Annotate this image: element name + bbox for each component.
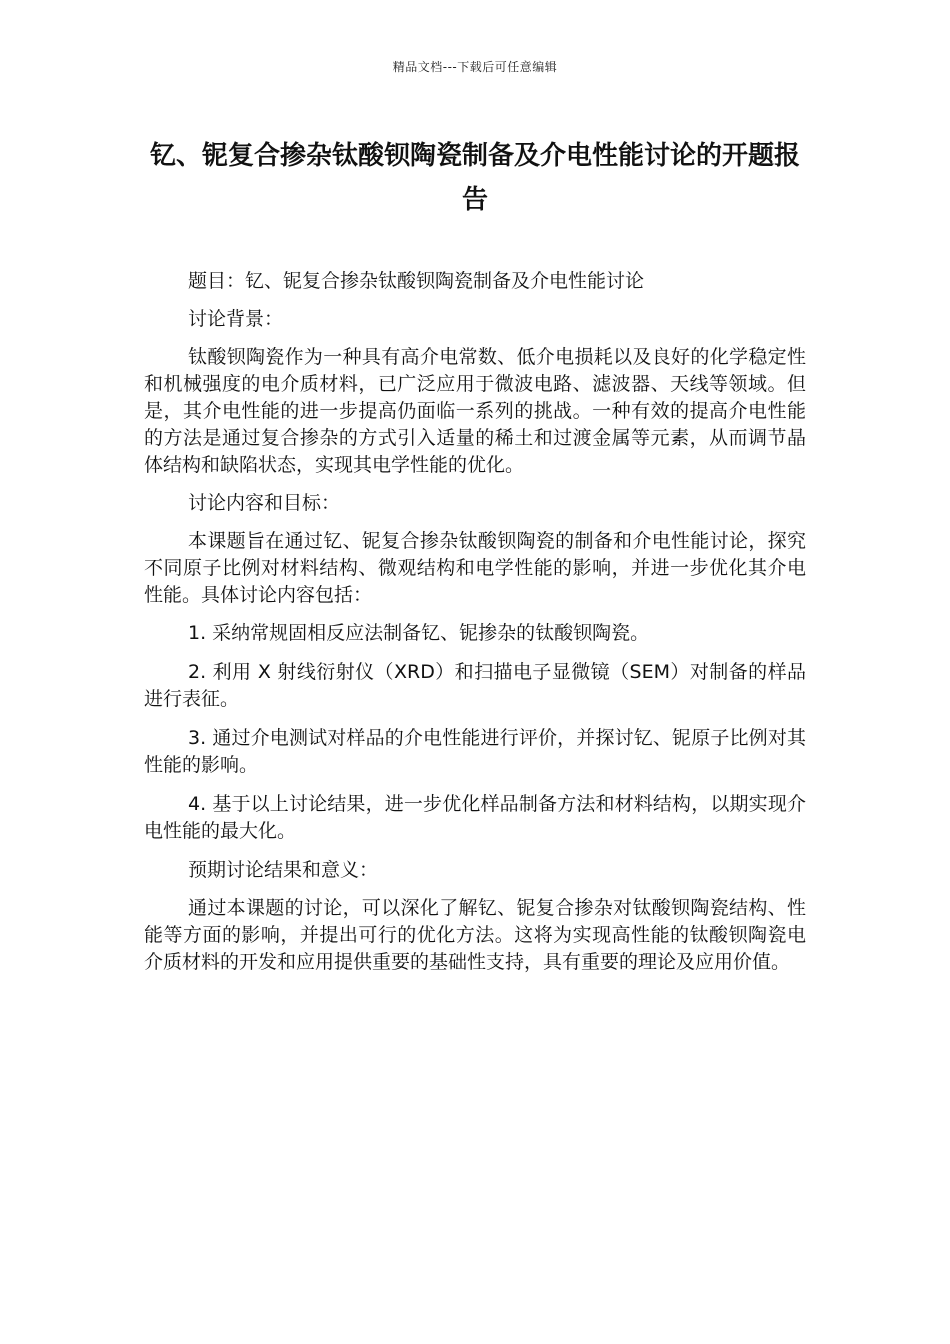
list-item-3: 3. 通过介电测试对样品的介电性能进行评价，并探讨钇、铌原子比例对其性能的影响。 (144, 727, 806, 776)
list-item-4: 4. 基于以上讨论结果，进一步优化样品制备方法和材料结构，以期实现介电性能的最大化。 (144, 793, 806, 842)
list-item-1: 1. 采纳常规固相反应法制备钇、铌掺杂的钛酸钡陶瓷。 (188, 622, 650, 644)
heading-expected-results: 预期讨论结果和意义： (188, 859, 379, 881)
paragraph-background: 钛酸钡陶瓷作为一种具有高介电常数、低介电损耗以及良好的化学稳定性和机械强度的电介质材料，已广泛应用于微波电路、滤波器、天线等领域。但是，其介电性能的进一步提高仍面临一系列的挑战。一种有效的提高介电性能的方法是通过复合掺杂的方式引入适量的稀土和过渡金属等元素，从而调节晶体结构和缺陷状态，实现其电学性能的优化。 (144, 346, 806, 476)
paragraph-topic: 题目：钇、铌复合掺杂钛酸钡陶瓷制备及介电性能讨论 (188, 270, 645, 292)
header-note: 精品文档---下载后可任意编辑 (392, 60, 558, 74)
paragraph-content-goals: 本课题旨在通过钇、铌复合掺杂钛酸钡陶瓷的制备和介电性能讨论，探究不同原子比例对材料结构、微观结构和电学性能的影响，并进一步优化其介电性能。具体讨论内容包括： (144, 530, 806, 606)
paragraph-expected-results: 通过本课题的讨论，可以深化了解钇、铌复合掺杂对钛酸钡陶瓷结构、性能等方面的影响，并提出可行的优化方法。这将为实现高性能的钛酸钡陶瓷电介质材料的开发和应用提供重要的基础性支持，具有重要的理论及应用价值。 (144, 897, 806, 973)
heading-background: 讨论背景： (188, 308, 284, 330)
heading-content-goals: 讨论内容和目标： (188, 492, 341, 514)
document-body (144, 268, 806, 987)
document-title: 钇、铌复合掺杂钛酸钡陶瓷制备及介电性能讨论的开题报告 (149, 141, 800, 215)
list-item-2: 2. 利用 X 射线衍射仪（XRD）和扫描电子显微镜（SEM）对制备的样品进行表征。 (144, 661, 806, 710)
